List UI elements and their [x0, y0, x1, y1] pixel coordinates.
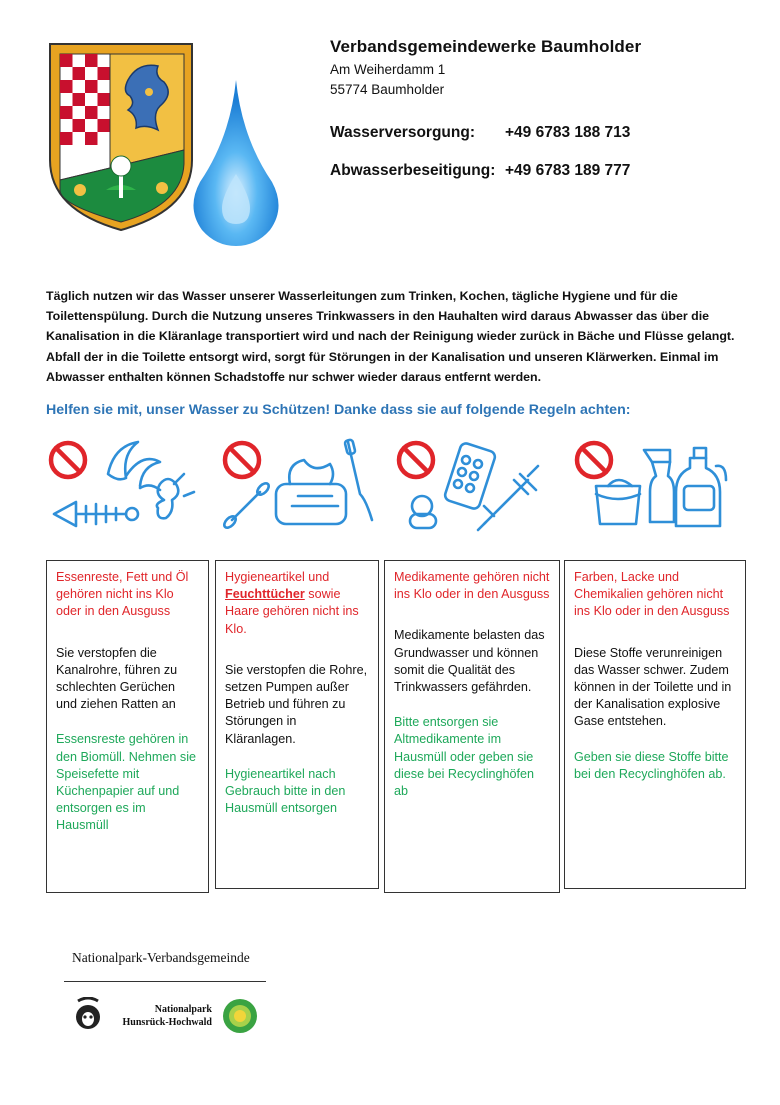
box-warning-post: sowie Haare gehören nicht ins Klo. — [225, 587, 359, 636]
box-warning: Farben, Lacke und Chemikalien gehören nicht ins Klo oder in den Ausguss — [574, 570, 730, 619]
no-hygiene-products-icon — [220, 436, 380, 536]
box-problem: Sie verstopfen die Rohre, setzen Pumpen außer Betrieb und führen zu Störungen in Kläranlagen. — [225, 662, 368, 746]
sewage-label: Abwasserbeseitigung: — [330, 162, 496, 179]
water-drop-icon — [190, 78, 282, 246]
box-problem: Medikamente belasten das Grundwasser und können somit die Qualität des Trinkwassers gefährden. — [394, 628, 545, 695]
box-problem: Sie verstopfen die Kanalrohre, führen zu schlechten Gerüchen und ziehen Ratten an — [56, 645, 178, 712]
footer-divider — [64, 981, 266, 982]
sewage-phone[interactable]: +49 6783 189 777 — [505, 162, 631, 179]
nationalpark-label: Nationalpark — [154, 1004, 212, 1015]
org-title: Verbandsgemeindewerke Baumholder — [330, 37, 642, 56]
box-advice: Essensreste gehören in den Biomüll. Nehmen sie Speisefette mit Küchenpapier auf und entsorgen es im Hausmüll — [56, 732, 197, 833]
box-advice: Hygieneartikel nach Gebrauch bitte in den Hausmüll entsorgen — [225, 766, 346, 816]
water-supply-phone[interactable]: +49 6783 188 713 — [505, 124, 631, 141]
box-warning: Essenreste, Fett und Öl gehören nicht ins Klo oder in den Ausguss — [56, 570, 189, 619]
coat-of-arms-icon — [46, 40, 196, 232]
info-box-food-waste — [46, 560, 209, 893]
box-warning — [225, 569, 369, 638]
info-box-chemicals — [564, 560, 746, 889]
nationalpark-title: Nationalpark-Verbandsgemeinde — [72, 950, 250, 965]
info-box-medicine — [384, 560, 560, 893]
address-street: Am Weiherdamm 1 — [330, 62, 446, 77]
intro-paragraph: Täglich nutzen wir das Wasser unserer Wasserleitungen zum Trinken, Kochen, tägliche Hygiene und für die Toilettenspülung. Durch die Nutzung unseres Trinkwassers in den Hauhalten wird daraus Abwasser das über die Kanalisation in die Kläranlage transportiert wird und nach der Reinigung wieder zurück in Bäche und Flüsse gelangt. Abfall der in die Toilette entsorgt wird, sorgt für Störungen in der Kanalisation und unseren Klärwerken. Einmal im Abwasser enthalten können Schadstoffe nur schwer wieder daraus entfernt werden. — [46, 289, 735, 384]
box-warning: Medikamente gehören nicht ins Klo oder in den Ausguss — [394, 570, 550, 602]
nationalpark-region: Hunsrück-Hochwald — [122, 1017, 212, 1028]
box-advice: Bitte entsorgen sie Altmedikamente im Hausmüll oder geben sie diese bei Recyclinghöfen ab — [394, 715, 535, 799]
no-chemicals-icon — [572, 436, 732, 536]
water-supply-label: Wasserversorgung: — [330, 124, 475, 141]
box-problem: Diese Stoffe verunreinigen das Wasser schwer. Zudem können in der Toilette und in der Kanalisation explosive Gase entstehen. — [574, 645, 732, 729]
no-medicine-icon — [394, 436, 554, 536]
box-advice: Geben sie diese Stoffe bitte bei den Recyclinghöfen ab. — [574, 749, 729, 781]
help-heading: Helfen sie mit, unser Wasser zu Schützen! Danke dass sie auf folgende Regeln achten: — [46, 402, 631, 418]
box-warning-pre: Hygieneartikel und — [225, 570, 330, 584]
box-warning-emphasis: Feuchttücher — [225, 587, 305, 602]
nationalpark-ball-icon — [222, 998, 258, 1034]
info-box-hygiene — [215, 560, 379, 889]
address-city: 55774 Baumholder — [330, 82, 445, 97]
no-food-waste-icon — [46, 436, 206, 536]
